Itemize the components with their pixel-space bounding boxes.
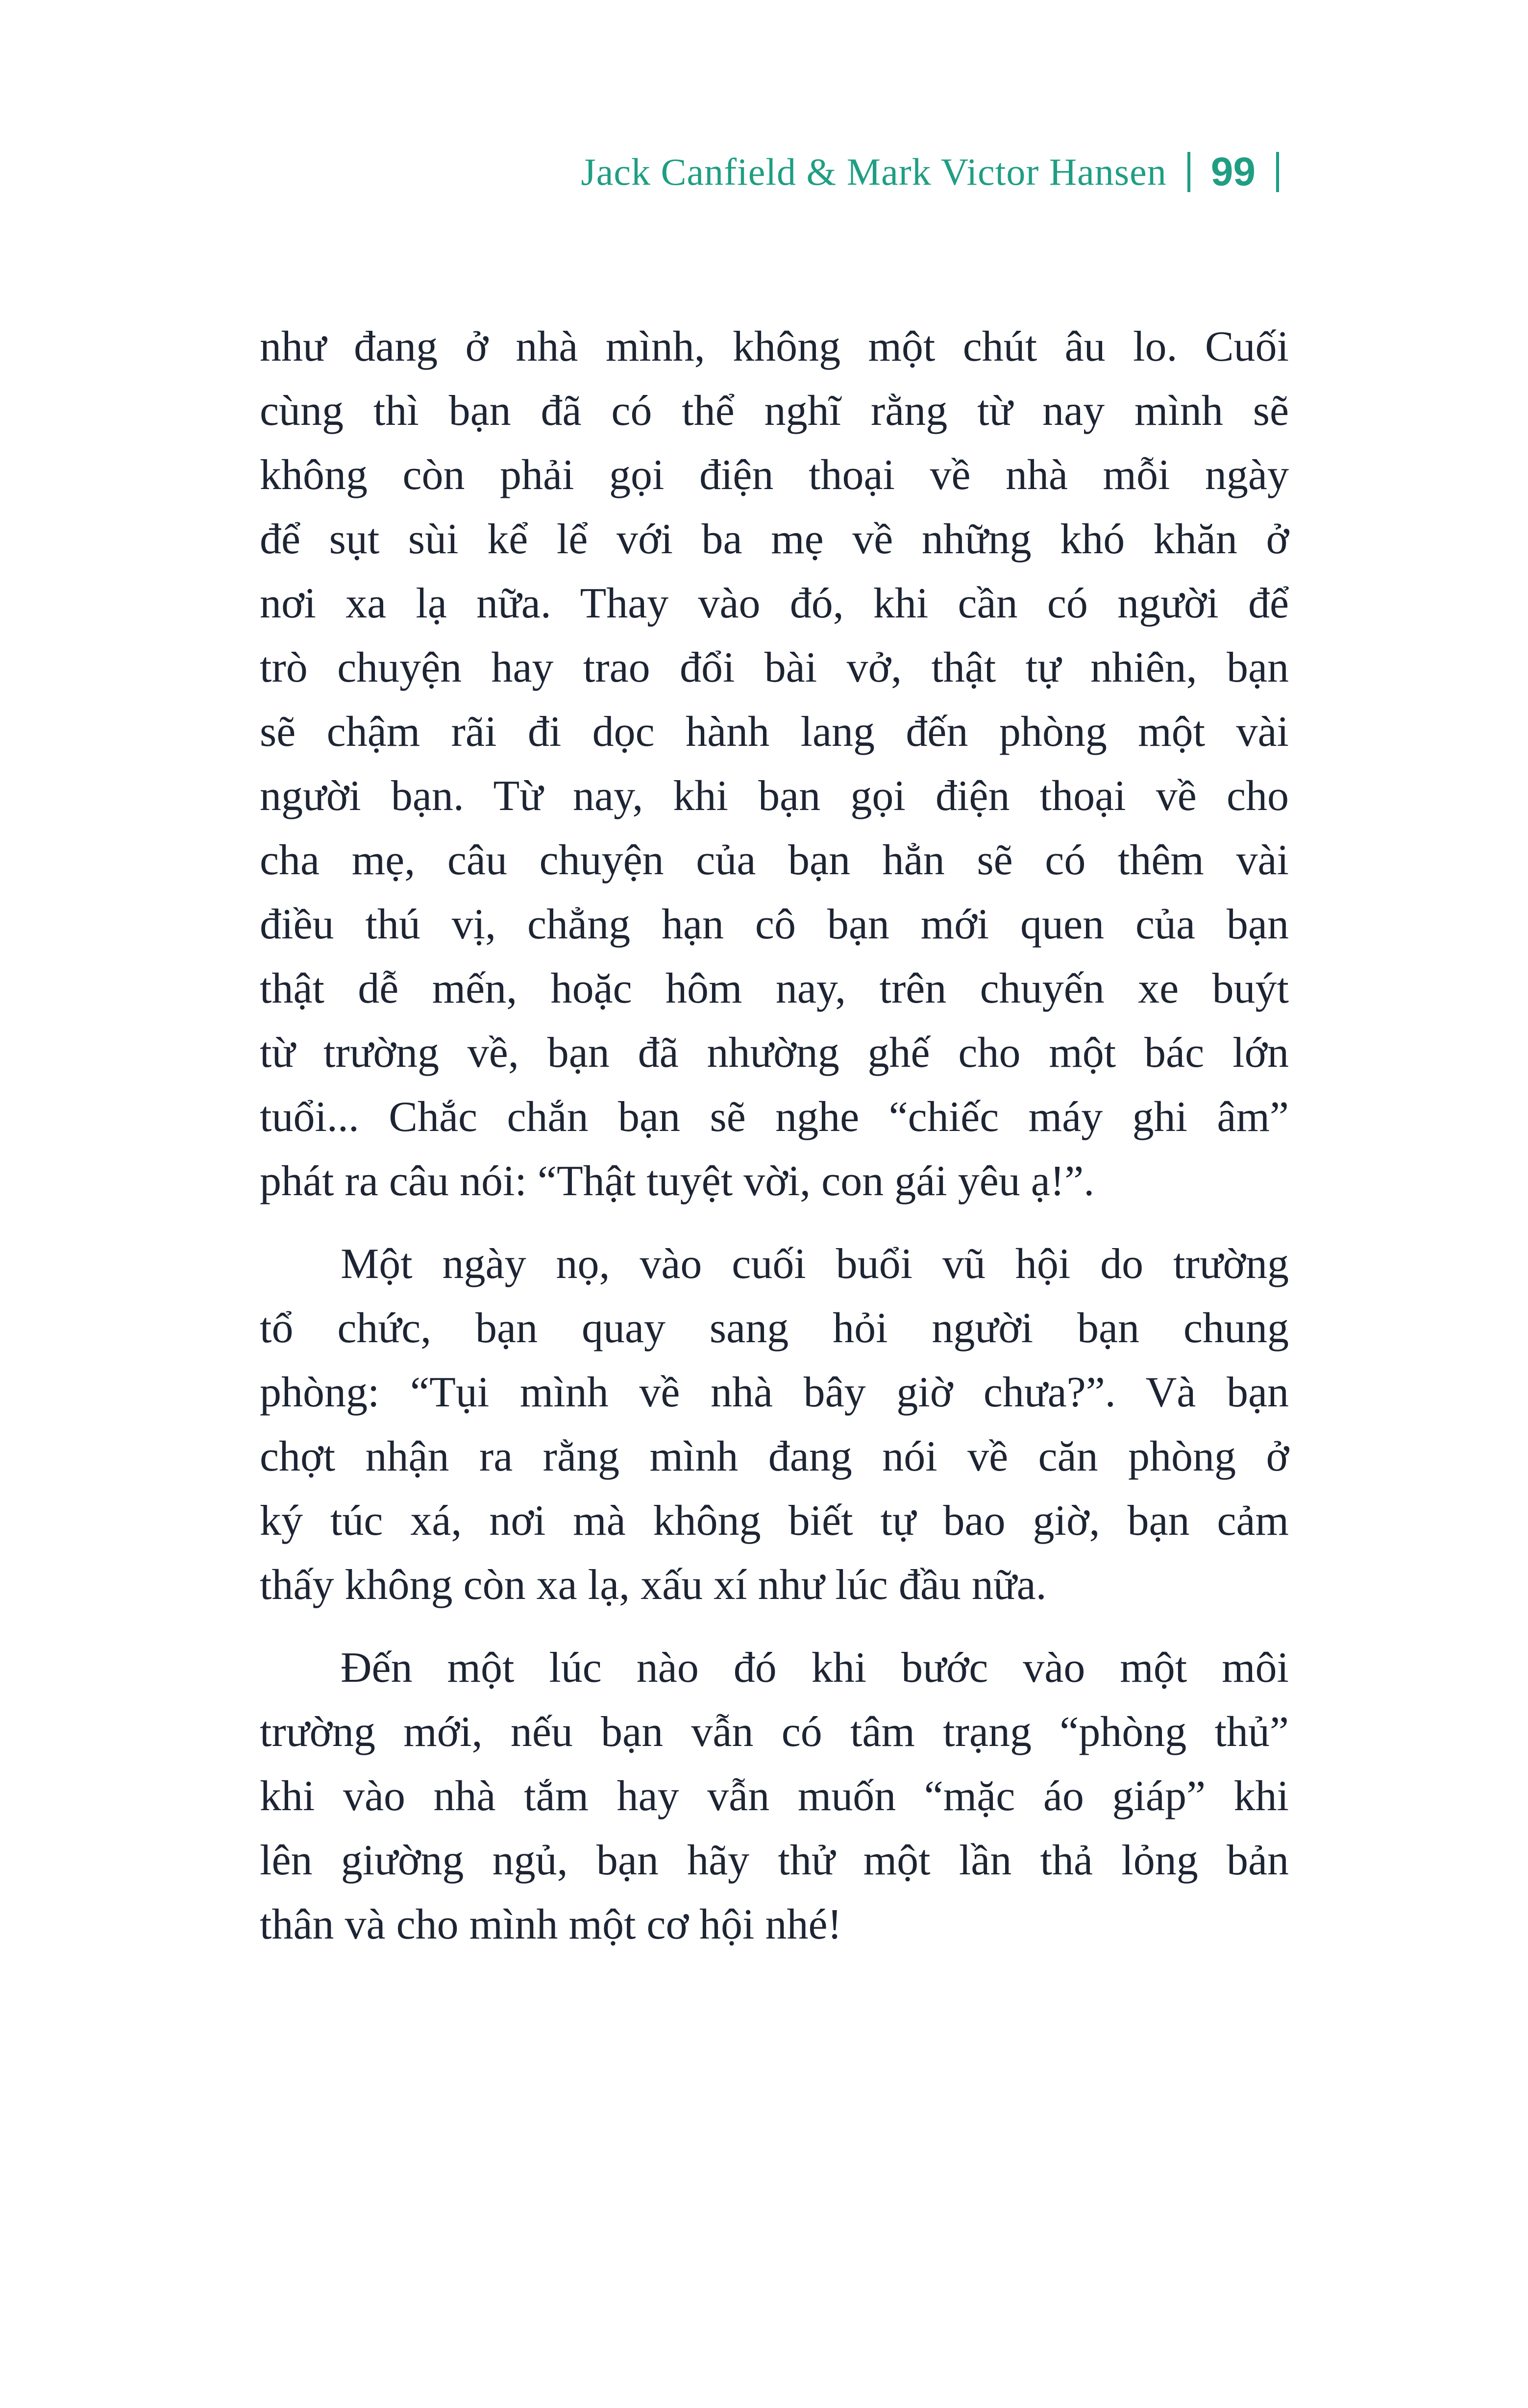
text-line: thật dễ mến, hoặc hôm nay, trên chuyến xe buýt (260, 965, 1289, 1012)
separator-bar-right (1276, 152, 1279, 192)
paragraph-2 (260, 1232, 1289, 1617)
text-line: sẽ chậm rãi đi dọc hành lang đến phòng một vài (260, 708, 1289, 756)
text-line: như đang ở nhà mình, không một chút âu lo. Cuối (260, 323, 1289, 370)
text-line: từ trường về, bạn đã nhường ghế cho một bác lớn (260, 1029, 1289, 1077)
text-line: điều thú vị, chẳng hạn cô bạn mới quen của bạn (260, 901, 1289, 948)
text-line: chợt nhận ra rằng mình đang nói về căn phòng ở (260, 1433, 1289, 1480)
body-text (260, 315, 1289, 1957)
text-line: tổ chức, bạn quay sang hỏi người bạn chung (260, 1304, 1289, 1352)
paragraph-1 (260, 315, 1289, 1213)
text-line: để sụt sùi kể lể với ba mẹ về những khó khăn ở (260, 516, 1289, 563)
text-line: cha mẹ, câu chuyện của bạn hẳn sẽ có thêm vài (260, 836, 1289, 884)
paragraph-3 (260, 1636, 1289, 1957)
text-line: tuổi... Chắc chắn bạn sẽ nghe “chiếc máy ghi âm” (260, 1093, 1289, 1141)
text-line: cùng thì bạn đã có thể nghĩ rằng từ nay mình sẽ (260, 387, 1289, 435)
text-line: trò chuyện hay trao đổi bài vở, thật tự nhiên, bạn (260, 644, 1289, 691)
text-line: không còn phải gọi điện thoại về nhà mỗi ngày (260, 451, 1289, 499)
page-number: 99 (1210, 149, 1256, 194)
text-line: khi vào nhà tắm hay vẫn muốn “mặc áo giáp” khi (260, 1772, 1289, 1820)
text-line: phát ra câu nói: “Thật tuyệt vời, con gái yêu ạ!”. (260, 1157, 1095, 1205)
text-line: thấy không còn xa lạ, xấu xí như lúc đầu nữa. (260, 1561, 1047, 1609)
text-line: Đến một lúc nào đó khi bước vào một môi (341, 1644, 1289, 1692)
header-authors: Jack Canfield & Mark Victor Hansen (581, 150, 1167, 193)
text-line: ký túc xá, nơi mà không biết tự bao giờ, bạn cảm (260, 1497, 1289, 1545)
text-line: trường mới, nếu bạn vẫn có tâm trạng “phòng thủ” (260, 1708, 1289, 1756)
text-line: nơi xa lạ nữa. Thay vào đó, khi cần có người để (260, 580, 1289, 627)
running-header (260, 145, 1279, 199)
separator-bar-left (1187, 152, 1190, 192)
text-line: lên giường ngủ, bạn hãy thử một lần thả lỏng bản (260, 1837, 1289, 1884)
text-line: người bạn. Từ nay, khi bạn gọi điện thoại về cho (260, 772, 1289, 820)
text-line: Một ngày nọ, vào cuối buổi vũ hội do trường (341, 1240, 1289, 1288)
text-line: phòng: “Tụi mình về nhà bây giờ chưa?”. Và bạn (260, 1369, 1289, 1416)
text-line: thân và cho mình một cơ hội nhé! (260, 1901, 842, 1948)
